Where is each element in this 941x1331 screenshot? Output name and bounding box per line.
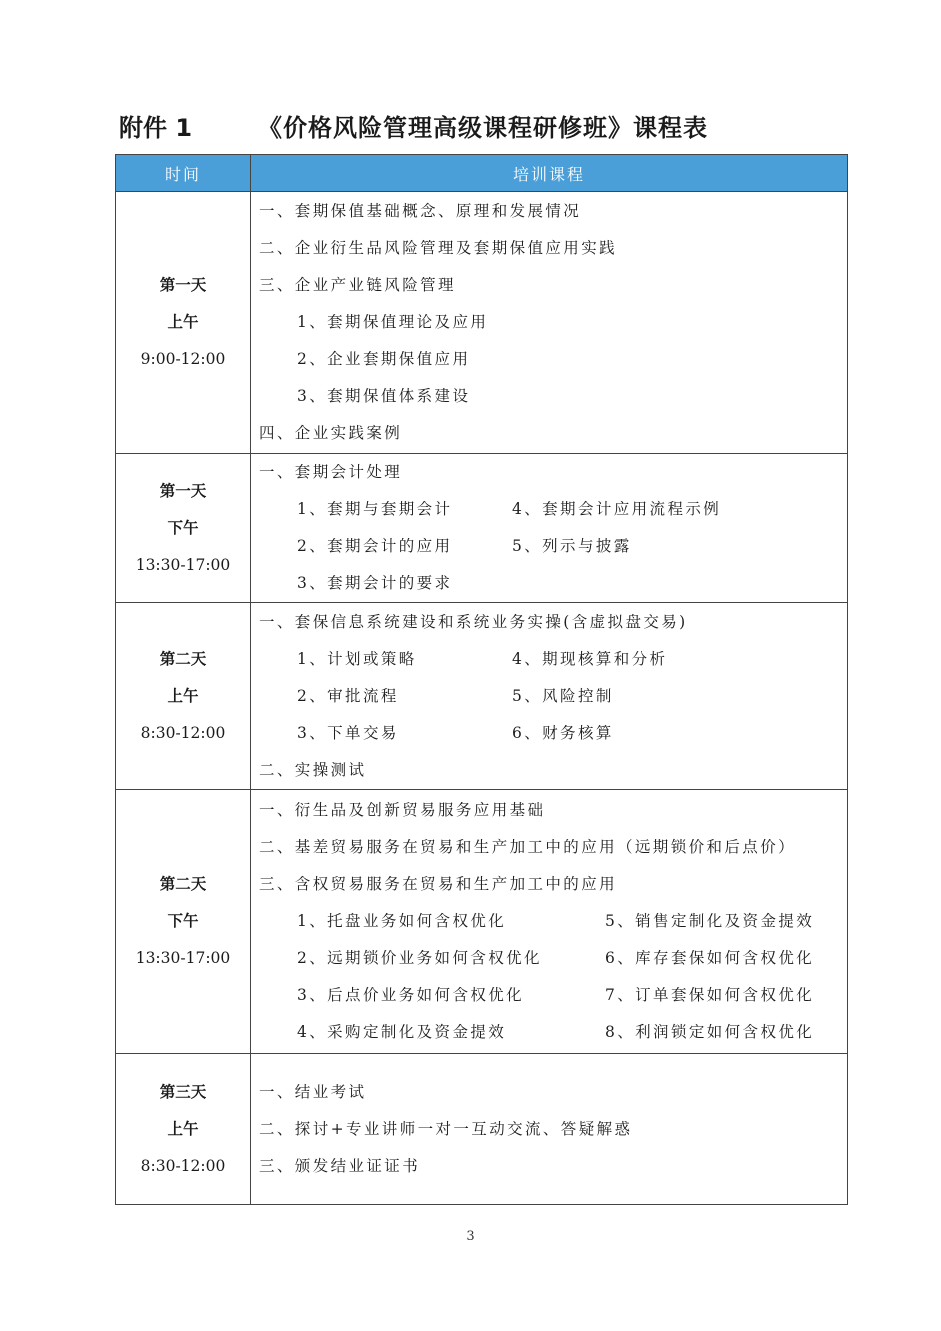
time-day: 第一天 <box>159 481 207 500</box>
table-header-row <box>116 155 848 192</box>
course-item <box>259 230 847 267</box>
course-item-text: 4、采购定制化及资金提效 <box>297 1023 507 1041</box>
course-item-text: 二、基差贸易服务在贸易和生产加工中的应用（远期锁价和后点价） <box>259 838 797 856</box>
table-row <box>116 790 848 1054</box>
time-day: 第一天 <box>159 276 207 294</box>
course-item-text: 2、远期锁价业务如何含权优化 <box>297 949 542 967</box>
time-cell <box>116 454 251 603</box>
course-item <box>259 1074 847 1111</box>
course-item-text: 1、计划或策略 <box>297 649 417 668</box>
table-row <box>116 1054 848 1205</box>
course-item <box>259 565 847 602</box>
course-cell <box>251 790 848 1054</box>
course-item <box>259 304 847 341</box>
time-cell <box>116 603 251 790</box>
course-item-text-col2: 6、财务核算 <box>512 723 614 742</box>
course-item <box>259 829 847 866</box>
time-half: 上午 <box>167 686 199 705</box>
course-item <box>259 1014 847 1051</box>
course-item <box>259 604 847 641</box>
course-item-text: 一、套期保值基础概念、原理和发展情况 <box>259 202 582 220</box>
course-item-text-col2: 5、列示与披露 <box>512 537 632 555</box>
course-item <box>259 977 847 1014</box>
course-item-text: 二、探讨+专业讲师一对一互动交流、答疑解惑 <box>259 1119 633 1138</box>
course-item-text: 二、企业衍生品风险管理及套期保值应用实践 <box>259 239 618 257</box>
course-item <box>259 454 847 491</box>
course-item-text-col2: 8、利润锁定如何含权优化 <box>605 1023 815 1041</box>
time-cell <box>116 790 251 1054</box>
course-item-text-col2: 4、期现核算和分析 <box>512 649 668 668</box>
course-item-text: 2、审批流程 <box>297 686 399 705</box>
course-item-text: 3、套期会计的要求 <box>297 574 453 592</box>
course-item-text-col2: 7、订单套保如何含权优化 <box>605 986 815 1004</box>
course-item-text: 1、套期与套期会计 <box>297 500 453 518</box>
time-cell <box>116 1054 251 1205</box>
course-item-text: 一、套保信息系统建设和系统业务实操(含虚拟盘交易) <box>259 612 688 631</box>
course-item <box>259 1111 847 1148</box>
course-cell <box>251 192 848 454</box>
course-item-text: 一、衍生品及创新贸易服务应用基础 <box>259 801 546 819</box>
table-row <box>116 192 848 454</box>
time-hours: 13:30-17:00 <box>135 949 231 967</box>
course-item-text-col2: 5、销售定制化及资金提效 <box>605 912 815 930</box>
time-hours: 13:30-17:00 <box>135 555 231 574</box>
time-day: 第二天 <box>159 649 207 668</box>
time-half: 上午 <box>167 313 199 331</box>
course-item <box>259 193 847 230</box>
course-item <box>259 903 847 940</box>
time-half: 上午 <box>167 1119 199 1138</box>
course-item-text: 3、套期保值体系建设 <box>297 387 471 405</box>
course-item-text: 2、套期会计的应用 <box>297 537 453 555</box>
course-item <box>259 491 847 528</box>
course-item-text: 1、套期保值理论及应用 <box>297 313 489 331</box>
course-item <box>259 267 847 304</box>
time-half: 下午 <box>167 912 199 930</box>
time-hours: 9:00-12:00 <box>140 350 226 368</box>
time-hours: 8:30-12:00 <box>140 723 226 742</box>
time-half: 下午 <box>167 518 199 537</box>
course-item-text-col2: 6、库存套保如何含权优化 <box>605 949 815 967</box>
time-cell <box>116 192 251 454</box>
course-item <box>259 752 847 789</box>
course-item-text: 1、托盘业务如何含权优化 <box>297 912 507 930</box>
course-item <box>259 341 847 378</box>
time-day: 第二天 <box>159 875 207 893</box>
course-item <box>259 678 847 715</box>
table-row <box>116 603 848 790</box>
table-row <box>116 454 848 603</box>
header-time: 时间 <box>116 155 251 192</box>
course-item <box>259 866 847 903</box>
time-hours: 8:30-12:00 <box>140 1156 226 1175</box>
course-item-text: 3、下单交易 <box>297 723 399 742</box>
course-item <box>259 415 847 452</box>
course-item-text: 3、后点价业务如何含权优化 <box>297 986 525 1004</box>
course-item-text: 三、颁发结业证证书 <box>259 1156 421 1175</box>
course-cell <box>251 603 848 790</box>
course-cell <box>251 1054 848 1205</box>
document-title <box>119 104 819 144</box>
course-item-text: 2、企业套期保值应用 <box>297 350 471 368</box>
course-item <box>259 641 847 678</box>
course-item-text: 一、套期会计处理 <box>259 463 403 481</box>
course-item <box>259 792 847 829</box>
course-schedule-table <box>115 154 848 1205</box>
course-cell <box>251 454 848 603</box>
course-item-text: 三、含权贸易服务在贸易和生产加工中的应用 <box>259 875 618 893</box>
page-number: 3 <box>466 1229 475 1244</box>
schedule-title: 《价格风险管理高级课程研修班》课程表 <box>258 114 708 142</box>
course-item-text: 四、企业实践案例 <box>259 424 403 442</box>
time-day: 第三天 <box>159 1082 207 1101</box>
course-item <box>259 715 847 752</box>
course-item <box>259 940 847 977</box>
header-course: 培训课程 <box>251 155 848 192</box>
course-item-text: 三、企业产业链风险管理 <box>259 276 456 294</box>
course-item-text: 二、实操测试 <box>259 760 367 779</box>
course-item-text-col2: 5、风险控制 <box>512 686 614 705</box>
course-item-text: 一、结业考试 <box>259 1082 367 1101</box>
course-item-text-col2: 4、套期会计应用流程示例 <box>512 500 722 518</box>
course-item <box>259 378 847 415</box>
course-item <box>259 1148 847 1185</box>
attachment-label: 附件 1 <box>119 114 193 142</box>
course-item <box>259 528 847 565</box>
